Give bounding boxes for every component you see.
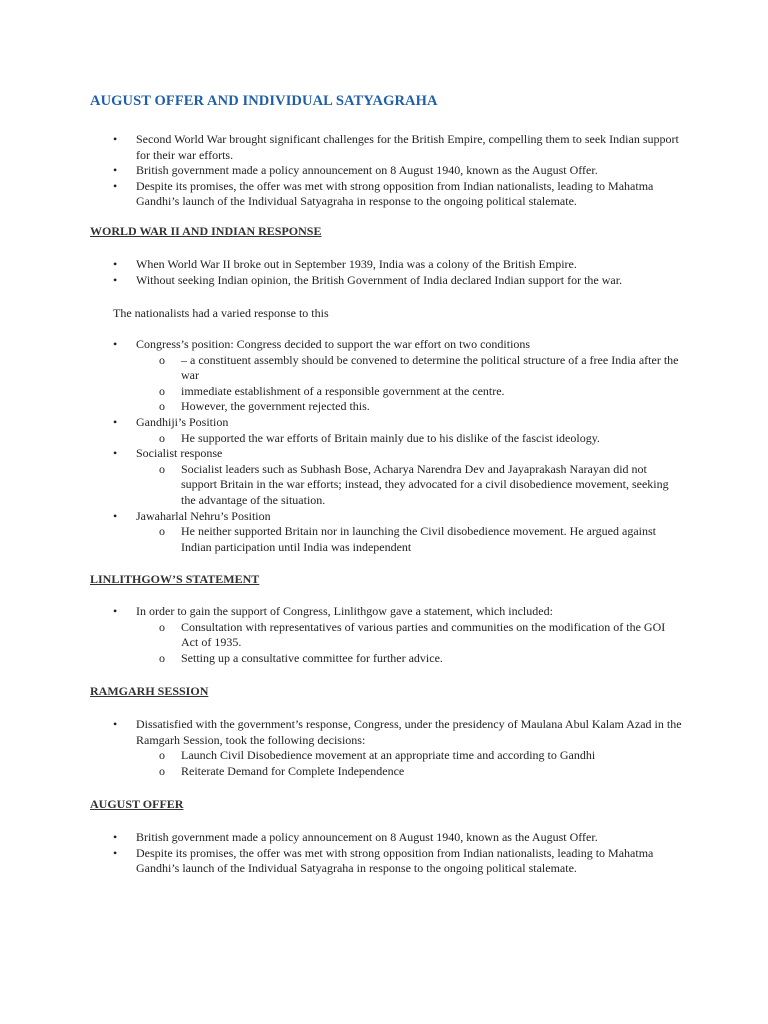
sub-list bbox=[136, 524, 683, 555]
sub-list bbox=[136, 748, 683, 779]
sub-list bbox=[136, 462, 683, 509]
section-heading-ramgarh: RAMGARH SESSION bbox=[90, 684, 209, 698]
sub-list bbox=[136, 620, 683, 667]
list-item bbox=[113, 337, 683, 415]
socialist-response: Socialist response bbox=[136, 446, 223, 461]
sub-list bbox=[136, 431, 683, 447]
congress-position: Congress’s position: Congress decided to support the war effort on two conditions bbox=[136, 337, 531, 351]
sub-list bbox=[136, 353, 683, 415]
sub-list-item: o Consultation with representatives of various parties and communities on the modification of the GOI Act of 1935. bbox=[136, 620, 683, 651]
list-item: • British government made a policy announcement on 8 August 1940, known as the August Offer. bbox=[113, 830, 683, 846]
sub-list-item: o He neither supported Britain nor in launching the Civil disobedience movement. He argued against Indian participation until India was independent bbox=[136, 524, 683, 555]
responses-list bbox=[113, 337, 683, 555]
section-heading-ww2: WORLD WAR II AND INDIAN RESPONSE bbox=[90, 224, 322, 238]
section-heading-linlithgow: LINLITHGOW’S STATEMENT bbox=[90, 572, 260, 586]
sub-list-item: o – a constituent assembly should be convened to determine the political structure of a free India after the war bbox=[136, 353, 683, 384]
list-item: • Despite its promises, the offer was met with strong opposition from Indian nationalists, leading to Mahatma Gandhi’s launch of the Individual Satyagraha in response to the ongoing political stalemate. bbox=[113, 179, 683, 210]
august-offer-list bbox=[113, 830, 683, 877]
list-item: • British government made a policy announcement on 8 August 1940, known as the August Offer. bbox=[113, 163, 683, 179]
linlithgow-list bbox=[113, 604, 683, 666]
section-heading-august-offer: AUGUST OFFER bbox=[90, 797, 184, 811]
sub-list-item: o Socialist leaders such as Subhash Bose, Acharya Narendra Dev and Jayaprakash Narayan did not support Britain in the war efforts; instead, they advocated for a civil disobedience movement, seeking the advantage of the situation. bbox=[136, 462, 683, 509]
ramgarh-list bbox=[113, 717, 683, 779]
page-title: AUGUST OFFER AND INDIVIDUAL SATYAGRAHA bbox=[90, 93, 438, 109]
list-item: • Without seeking Indian opinion, the British Government of India declared Indian support for the war. bbox=[113, 273, 683, 289]
ww2-list bbox=[113, 257, 683, 288]
sub-list-item: o However, the government rejected this. bbox=[136, 399, 683, 415]
sub-list-item: o immediate establishment of a responsible government at the centre. bbox=[136, 384, 683, 400]
list-item bbox=[113, 604, 683, 666]
list-item bbox=[113, 446, 683, 508]
list-item bbox=[113, 717, 683, 779]
linlithgow-statement: In order to gain the support of Congress, Linlithgow gave a statement, which included: bbox=[136, 604, 553, 618]
response-note: The nationalists had a varied response to this bbox=[113, 306, 329, 320]
nehru-position: Jawaharlal Nehru’s Position bbox=[136, 508, 271, 523]
sub-list-item: o He supported the war efforts of Britain mainly due to his dislike of the fascist ideology. bbox=[136, 431, 683, 447]
sub-list-item: o Setting up a consultative committee for further advice. bbox=[136, 651, 683, 667]
list-item: • When World War II broke out in September 1939, India was a colony of the British Empire. bbox=[113, 257, 683, 273]
sub-list-item: o Launch Civil Disobedience movement at an appropriate time and according to Gandhi bbox=[136, 748, 683, 764]
list-item: • Despite its promises, the offer was met with strong opposition from Indian nationalists, leading to Mahatma Gandhi’s launch of the Individual Satyagraha in response to the ongoing political stalemate. bbox=[113, 846, 683, 877]
gandhi-position: Gandhiji’s Position bbox=[136, 414, 229, 429]
ramgarh-decisions: Dissatisfied with the government’s response, Congress, under the presidency of Maulana Abul Kalam Azad in the Ramgarh Session, took the following decisions: bbox=[136, 717, 682, 747]
list-item bbox=[113, 509, 683, 556]
intro-list bbox=[113, 132, 683, 210]
list-item: • Second World War brought significant challenges for the British Empire, compelling them to seek Indian support for their war efforts. bbox=[113, 132, 683, 163]
list-item bbox=[113, 415, 683, 446]
sub-list-item: o Reiterate Demand for Complete Independence bbox=[136, 764, 683, 780]
